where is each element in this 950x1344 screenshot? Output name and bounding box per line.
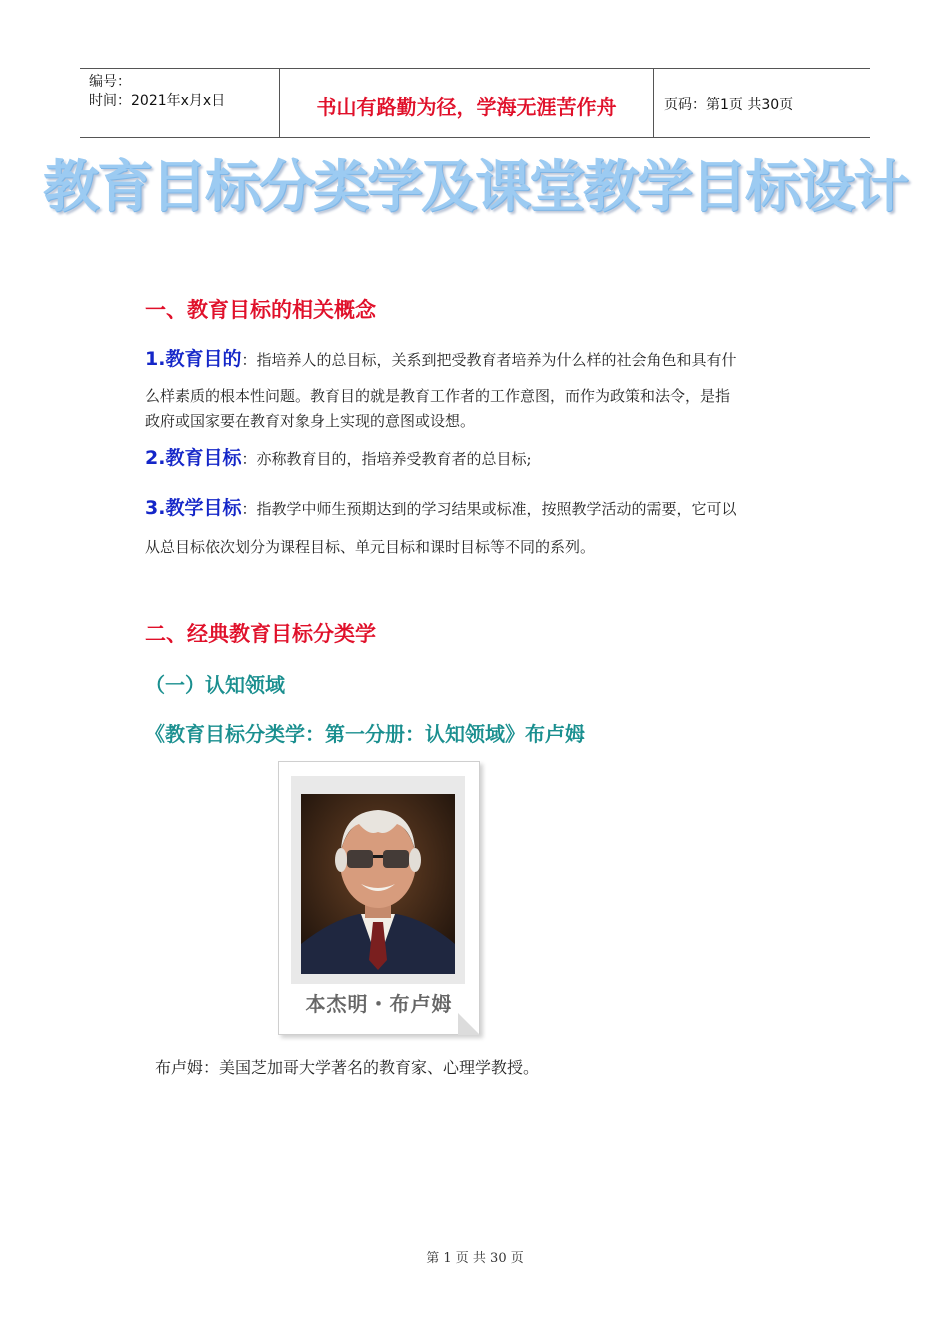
definition-line: 从总目标依次划分为课程目标、单元目标和课时目标等不同的系列。 (145, 538, 596, 556)
person-note: 布卢姆：美国芝加哥大学著名的教育家、心理学教授。 (155, 1058, 540, 1077)
header-meta-cell (80, 69, 280, 137)
page-footer: 第 1 页 共 30 页 (426, 1251, 524, 1266)
number-label: 编号： (89, 74, 131, 90)
portrait-illustration (301, 794, 455, 974)
section-heading-classics: 二、经典教育目标分类学 (145, 622, 376, 646)
definition-line: ：亦称教育目的，指培养受教育者的总目标; (241, 450, 532, 468)
page-info-text: 页码：第1页 共30页 (664, 97, 794, 113)
definition-education-aim (145, 343, 815, 432)
definition-teaching-goal (145, 492, 815, 561)
portrait-card (278, 761, 480, 1035)
portrait-frame (291, 776, 465, 984)
document-header (80, 68, 870, 138)
term-label: 3.教学目标 (145, 497, 242, 519)
section-heading-concepts: 一、教育目标的相关概念 (145, 298, 376, 322)
term-label: 1.教育目的 (145, 348, 242, 370)
book-reference: 《教育目标分类学：第一分册：认知领域》布卢姆 (145, 722, 585, 746)
definition-line: ：指教学中师生预期达到的学习结果或标准，按照教学活动的需要，它可以 (241, 500, 737, 518)
time-label: 时间：2021年x月x日 (89, 93, 226, 109)
definition-line: 政府或国家要在教育对象身上实现的意图或设想。 (145, 412, 476, 430)
sub-heading-cognitive: （一）认知领域 (145, 673, 285, 697)
portrait-photo (301, 794, 455, 974)
definition-education-goal (145, 442, 815, 475)
page-info-cell (654, 69, 870, 137)
portrait-caption: 本杰明・布卢姆 (305, 992, 453, 1016)
document-title: 教育目标分类学及课堂教学目标设计 (43, 155, 907, 220)
motto-text: 书山有路勤为径，学海无涯苦作舟 (316, 94, 617, 119)
definition-line: 么样素质的根本性问题。教育目的就是教育工作者的工作意图，而作为政策和法令，是指 (145, 387, 731, 405)
page-curl (458, 1013, 480, 1035)
motto-cell (280, 69, 654, 137)
definition-line: ：指培养人的总目标，关系到把受教育者培养为什么样的社会角色和具有什 (241, 351, 737, 369)
term-label: 2.教育目标 (145, 447, 242, 469)
